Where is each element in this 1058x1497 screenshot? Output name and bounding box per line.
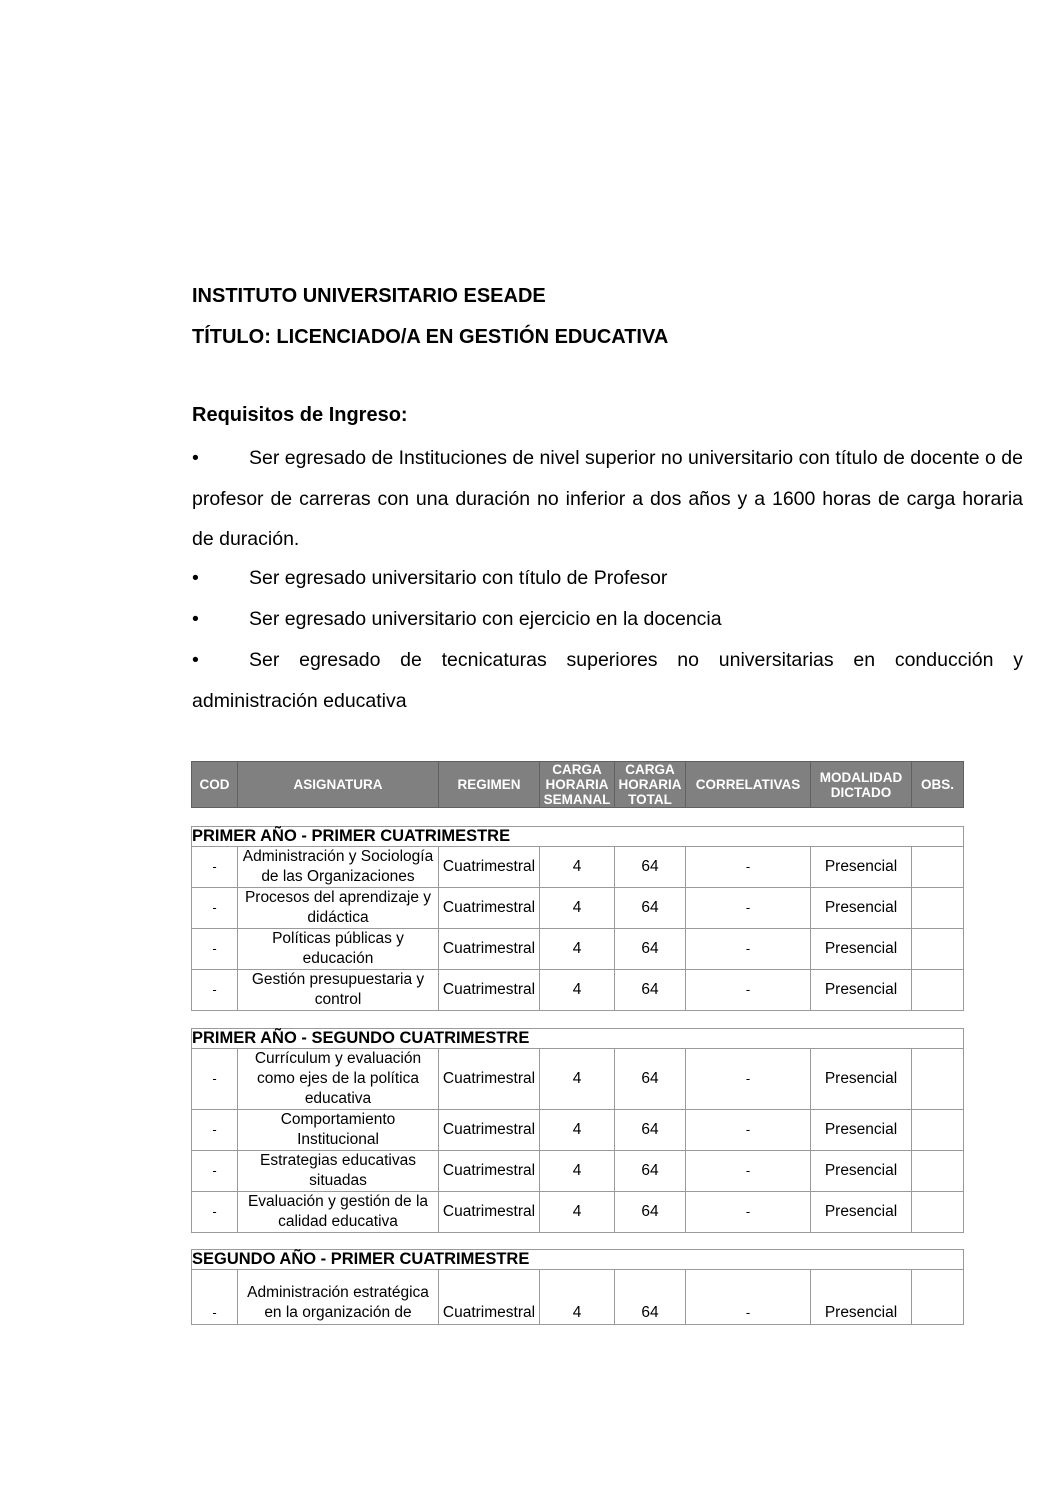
header-correlativas: CORRELATIVAS bbox=[686, 762, 811, 808]
table-row bbox=[192, 847, 964, 888]
cell-obs bbox=[912, 1151, 964, 1192]
cell-semanal: 4 bbox=[540, 929, 615, 970]
section-table bbox=[191, 826, 964, 1011]
cell-cod: - bbox=[192, 1049, 238, 1110]
table-row bbox=[192, 1151, 964, 1192]
cell-semanal: 4 bbox=[540, 1110, 615, 1151]
degree-title: TÍTULO: LICENCIADO/A EN GESTIÓN EDUCATIVA bbox=[192, 326, 669, 348]
section-title: PRIMER AÑO - SEGUNDO CUATRIMESTRE bbox=[192, 1029, 964, 1049]
cell-modalidad: Presencial bbox=[811, 929, 912, 970]
cell-semanal: 4 bbox=[540, 1151, 615, 1192]
cell-cod: - bbox=[192, 1192, 238, 1233]
cell-obs bbox=[912, 1192, 964, 1233]
cell-asignatura: Administración estratégica en la organización de bbox=[238, 1270, 439, 1325]
cell-correlativas: - bbox=[686, 929, 811, 970]
cell-asignatura: Estrategias educativas situadas bbox=[238, 1151, 439, 1192]
bullet: • bbox=[192, 447, 199, 469]
header-asignatura: ASIGNATURA bbox=[238, 762, 439, 808]
cell-obs bbox=[912, 970, 964, 1011]
cell-obs bbox=[912, 1110, 964, 1151]
cell-cod: - bbox=[192, 847, 238, 888]
cell-modalidad: Presencial bbox=[811, 888, 912, 929]
cell-semanal: 4 bbox=[540, 970, 615, 1011]
cell-regimen: Cuatrimestral bbox=[439, 888, 540, 929]
cell-regimen: Cuatrimestral bbox=[439, 1192, 540, 1233]
header-cod: COD bbox=[192, 762, 238, 808]
cell-semanal: 4 bbox=[540, 888, 615, 929]
table-row bbox=[192, 1110, 964, 1151]
cell-regimen: Cuatrimestral bbox=[439, 1110, 540, 1151]
table-row bbox=[192, 1049, 964, 1110]
cell-correlativas: - bbox=[686, 1192, 811, 1233]
cell-regimen: Cuatrimestral bbox=[439, 1049, 540, 1110]
requirement-item-4 bbox=[192, 640, 1023, 721]
cell-asignatura: Comportamiento Institucional bbox=[238, 1110, 439, 1151]
cell-total: 64 bbox=[615, 970, 686, 1011]
cell-obs bbox=[912, 1270, 964, 1325]
cell-obs bbox=[912, 888, 964, 929]
cell-correlativas: - bbox=[686, 888, 811, 929]
cell-asignatura: Evaluación y gestión de la calidad educativa bbox=[238, 1192, 439, 1233]
requirement-item-3 bbox=[192, 599, 1023, 640]
cell-semanal: 4 bbox=[540, 847, 615, 888]
cell-cod: - bbox=[192, 970, 238, 1011]
bullet: • bbox=[192, 567, 199, 589]
cell-asignatura: Políticas públicas y educación bbox=[238, 929, 439, 970]
cell-asignatura: Currículum y evaluación como ejes de la política educativa bbox=[238, 1049, 439, 1110]
cell-total: 64 bbox=[615, 888, 686, 929]
cell-obs bbox=[912, 1049, 964, 1110]
cell-total: 64 bbox=[615, 929, 686, 970]
table-row bbox=[192, 1270, 964, 1325]
cell-correlativas: - bbox=[686, 1270, 811, 1325]
requirement-text: Ser egresado universitario con ejercicio en la docencia bbox=[249, 608, 722, 630]
cell-modalidad: Presencial bbox=[811, 1151, 912, 1192]
requirement-text: Ser egresado universitario con título de Profesor bbox=[249, 567, 668, 589]
institution-heading: INSTITUTO UNIVERSITARIO ESEADE bbox=[192, 285, 546, 307]
cell-asignatura: Procesos del aprendizaje y didáctica bbox=[238, 888, 439, 929]
cell-total: 64 bbox=[615, 847, 686, 888]
cell-semanal: 4 bbox=[540, 1192, 615, 1233]
cell-total: 64 bbox=[615, 1192, 686, 1233]
cell-modalidad: Presencial bbox=[811, 1110, 912, 1151]
cell-asignatura: Administración y Sociología de las Organizaciones bbox=[238, 847, 439, 888]
requirement-text: Ser egresado de tecnicaturas superiores no universitarias en conducción y administración educativa bbox=[192, 649, 1023, 712]
table-row bbox=[192, 929, 964, 970]
requirement-item-2 bbox=[192, 558, 1023, 599]
header-obs: OBS. bbox=[912, 762, 964, 808]
cell-cod: - bbox=[192, 1270, 238, 1325]
cell-modalidad: Presencial bbox=[811, 970, 912, 1011]
table-row bbox=[192, 970, 964, 1011]
requirement-item-1 bbox=[192, 438, 1023, 560]
header-regimen: REGIMEN bbox=[439, 762, 540, 808]
cell-cod: - bbox=[192, 1151, 238, 1192]
cell-semanal: 4 bbox=[540, 1049, 615, 1110]
section-title: PRIMER AÑO - PRIMER CUATRIMESTRE bbox=[192, 827, 964, 847]
cell-modalidad: Presencial bbox=[811, 1049, 912, 1110]
cell-correlativas: - bbox=[686, 1049, 811, 1110]
bullet: • bbox=[192, 649, 199, 671]
section-title: SEGUNDO AÑO - PRIMER CUATRIMESTRE bbox=[192, 1250, 964, 1270]
header-carga-total: CARGA HORARIA TOTAL bbox=[615, 762, 686, 808]
cell-cod: - bbox=[192, 929, 238, 970]
cell-cod: - bbox=[192, 888, 238, 929]
plan-table-header bbox=[191, 761, 964, 808]
cell-regimen: Cuatrimestral bbox=[439, 970, 540, 1011]
cell-modalidad: Presencial bbox=[811, 1270, 912, 1325]
cell-regimen: Cuatrimestral bbox=[439, 1151, 540, 1192]
table-row bbox=[192, 888, 964, 929]
requirements-heading: Requisitos de Ingreso: bbox=[192, 404, 408, 426]
section-table bbox=[191, 1028, 964, 1233]
cell-modalidad: Presencial bbox=[811, 847, 912, 888]
cell-cod: - bbox=[192, 1110, 238, 1151]
cell-regimen: Cuatrimestral bbox=[439, 929, 540, 970]
table-row bbox=[192, 1192, 964, 1233]
cell-correlativas: - bbox=[686, 970, 811, 1011]
header-carga-semanal: CARGA HORARIA SEMANAL bbox=[540, 762, 615, 808]
cell-total: 64 bbox=[615, 1110, 686, 1151]
cell-total: 64 bbox=[615, 1151, 686, 1192]
cell-asignatura: Gestión presupuestaria y control bbox=[238, 970, 439, 1011]
cell-correlativas: - bbox=[686, 847, 811, 888]
cell-correlativas: - bbox=[686, 1151, 811, 1192]
cell-total: 64 bbox=[615, 1270, 686, 1325]
bullet: • bbox=[192, 608, 199, 630]
requirement-text: Ser egresado de Instituciones de nivel superior no universitario con título de docente o de profesor de carreras con una duración no inferior a dos años y a 1600 horas de carga horaria de duración. bbox=[192, 447, 1023, 550]
cell-regimen: Cuatrimestral bbox=[439, 847, 540, 888]
cell-correlativas: - bbox=[686, 1110, 811, 1151]
section-table bbox=[191, 1249, 964, 1325]
cell-modalidad: Presencial bbox=[811, 1192, 912, 1233]
cell-semanal: 4 bbox=[540, 1270, 615, 1325]
header-modalidad: MODALIDAD DICTADO bbox=[811, 762, 912, 808]
cell-regimen: Cuatrimestral bbox=[439, 1270, 540, 1325]
cell-total: 64 bbox=[615, 1049, 686, 1110]
cell-obs bbox=[912, 847, 964, 888]
cell-obs bbox=[912, 929, 964, 970]
